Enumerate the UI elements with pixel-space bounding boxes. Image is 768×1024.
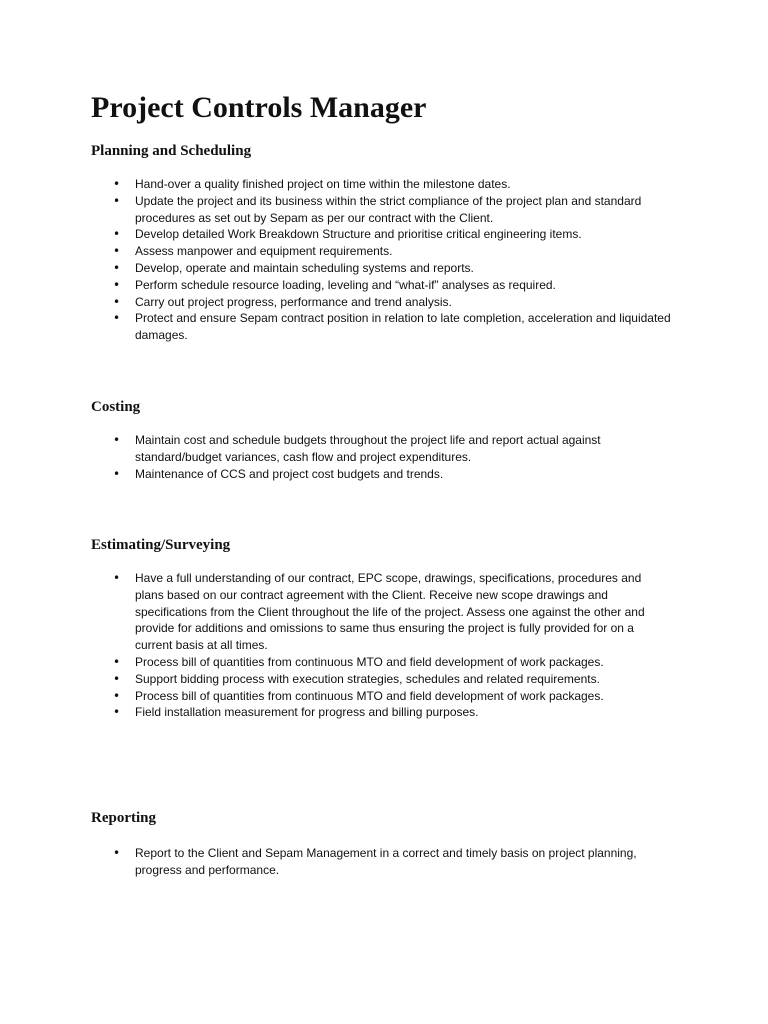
list-item: • Process bill of quantities from continuous MTO and field development of work packages. xyxy=(113,688,604,703)
list-item: • Carry out project progress, performance and trend analysis. xyxy=(113,294,452,309)
list-item: • Update the project and its business within the strict compliance of the project plan and standard procedures as set out by Sepam as per our contract with the Client. xyxy=(113,193,642,225)
bullet-icon: • xyxy=(113,688,121,703)
bullet-icon: • xyxy=(113,277,121,292)
list-item: • Hand-over a quality finished project on time within the milestone dates. xyxy=(113,177,511,191)
bullet-list xyxy=(113,432,673,482)
list-item: • Develop detailed Work Breakdown Structure and prioritise critical engineering items. xyxy=(113,227,582,242)
bullet-icon: • xyxy=(113,846,121,860)
list-item: • Develop, operate and maintain scheduling systems and reports. xyxy=(113,260,474,275)
page-title: Project Controls Manager xyxy=(91,91,427,124)
bullet-list xyxy=(113,176,673,344)
bullet-icon: • xyxy=(113,433,121,447)
bullet-icon: • xyxy=(113,227,121,242)
bullet-icon: • xyxy=(113,260,121,275)
bullet-icon: • xyxy=(113,294,121,309)
section-reporting xyxy=(91,808,691,877)
bullet-icon: • xyxy=(113,654,121,669)
bullet-icon: • xyxy=(113,311,121,326)
section-heading: Planning and Scheduling xyxy=(91,143,252,159)
bullet-icon: • xyxy=(113,466,121,481)
bullet-list xyxy=(113,845,673,879)
section-heading: Reporting xyxy=(91,810,156,826)
list-item: • Process bill of quantities from continuous MTO and field development of work packages. xyxy=(113,654,604,669)
list-item: • Support bidding process with execution strategies, schedules and related requirements. xyxy=(113,671,600,686)
bullet-list xyxy=(113,570,673,721)
section-estimating-surveying xyxy=(91,535,691,720)
list-item: • Maintain cost and schedule budgets throughout the project life and report actual against standard/budget variances, cash flow and project expenditures. xyxy=(113,433,601,464)
list-item: • Perform schedule resource loading, leveling and “what-if” analyses as required. xyxy=(113,277,556,292)
section-heading: Estimating/Surveying xyxy=(91,537,231,553)
list-item: • Maintenance of CCS and project cost budgets and trends. xyxy=(113,466,444,481)
section-costing xyxy=(91,397,691,481)
list-item: • Assess manpower and equipment requirements. xyxy=(113,244,393,259)
bullet-icon: • xyxy=(113,705,121,720)
list-item: • Protect and ensure Sepam contract position in relation to late completion, acceleration and liquidated damages. xyxy=(113,311,671,343)
bullet-icon: • xyxy=(113,571,121,585)
list-item: • Report to the Client and Sepam Management in a correct and timely basis on project planning, progress and performance. xyxy=(113,846,637,877)
section-planning-and-scheduling xyxy=(91,141,691,343)
bullet-icon: • xyxy=(113,244,121,259)
bullet-icon: • xyxy=(113,177,121,191)
bullet-icon: • xyxy=(113,193,121,208)
list-item: • Have a full understanding of our contract, EPC scope, drawings, specifications, procedures and plans based on our contract agreement with the Client. Receive new scope drawings and specifications from the Client throughout the life of the project. Assess one against the other and provide for additions and omissions to same thus ensuring the project is fully provided for on a current basis at all times. xyxy=(113,571,645,653)
bullet-icon: • xyxy=(113,671,121,686)
list-item: • Field installation measurement for progress and billing purposes. xyxy=(113,705,479,720)
section-heading: Costing xyxy=(91,399,141,415)
